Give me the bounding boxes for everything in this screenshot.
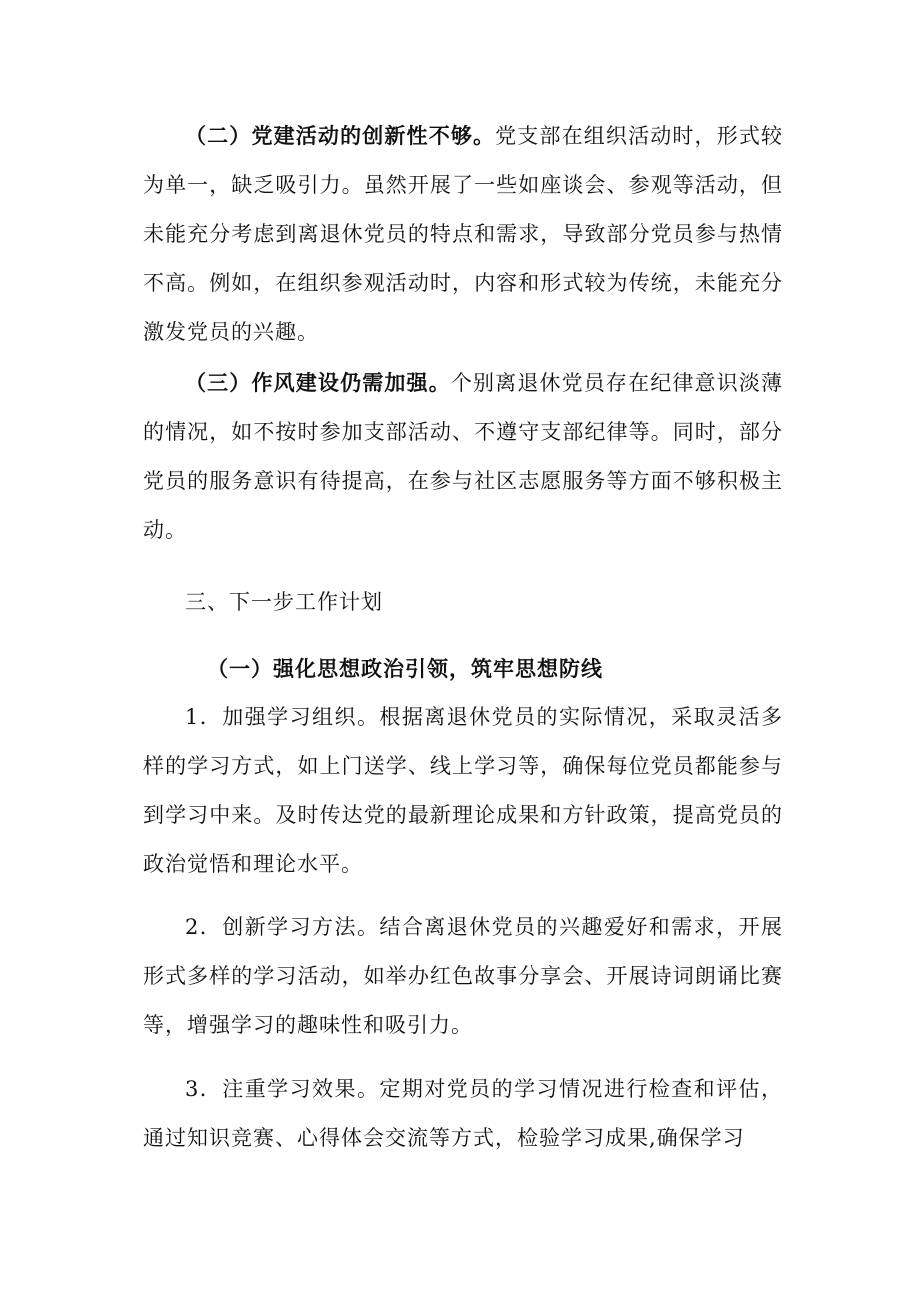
paragraph-lead-heading: （三）作风建设仍需加强。 — [185, 370, 451, 395]
paragraph-work-style — [143, 358, 783, 555]
section-heading: 三、下一步工作计划 — [185, 590, 383, 614]
list-item: 3．注重学习效果。定期对党员的学习情况进行检查和评估，通过知识竞赛、心得体会交流等方式，检验学习成果,确保学习 — [143, 1077, 783, 1150]
paragraph-activity-innovation — [143, 111, 783, 357]
subsection-heading: （一）强化思想政治引领，筑牢思想防线 — [207, 656, 603, 681]
list-item: 1．加强学习组织。根据离退休党员的实际情况，采取灵活多样的学习方式，如上门送学、线上学习等，确保每位党员都能参与到学习中来。及时传达党的最新理论成果和方针政策，提高党员的政治觉悟和理论水平。 — [143, 705, 783, 876]
list-item: 2．创新学习方法。结合离退休党员的兴趣爱好和需求，开展形式多样的学习活动，如举办红色故事分享会、开展诗词朗诵比赛等，增强学习的趣味性和吸引力。 — [143, 915, 783, 1037]
paragraph-lead-heading: （二）党建活动的创新性不够。 — [185, 123, 496, 148]
paragraph-body-text: 个别离退休党员存在纪律意识淡薄的情况，如不按时参加支部活动、不遵守支部纪律等。同时，部分党员的服务意识有待提高，在参与社区志愿服务等方面不够积极主动。 — [143, 371, 784, 542]
paragraph-body-text: 党支部在组织活动时，形式较为单一，缺乏吸引力。虽然开展了一些如座谈会、参观等活动，但未能充分考虑到离退休党员的特点和需求，导致部分党员参与热情不高。例如，在组织参观活动时，内容和形式较为传统，未能充分激发党员的兴趣。 — [143, 124, 784, 344]
